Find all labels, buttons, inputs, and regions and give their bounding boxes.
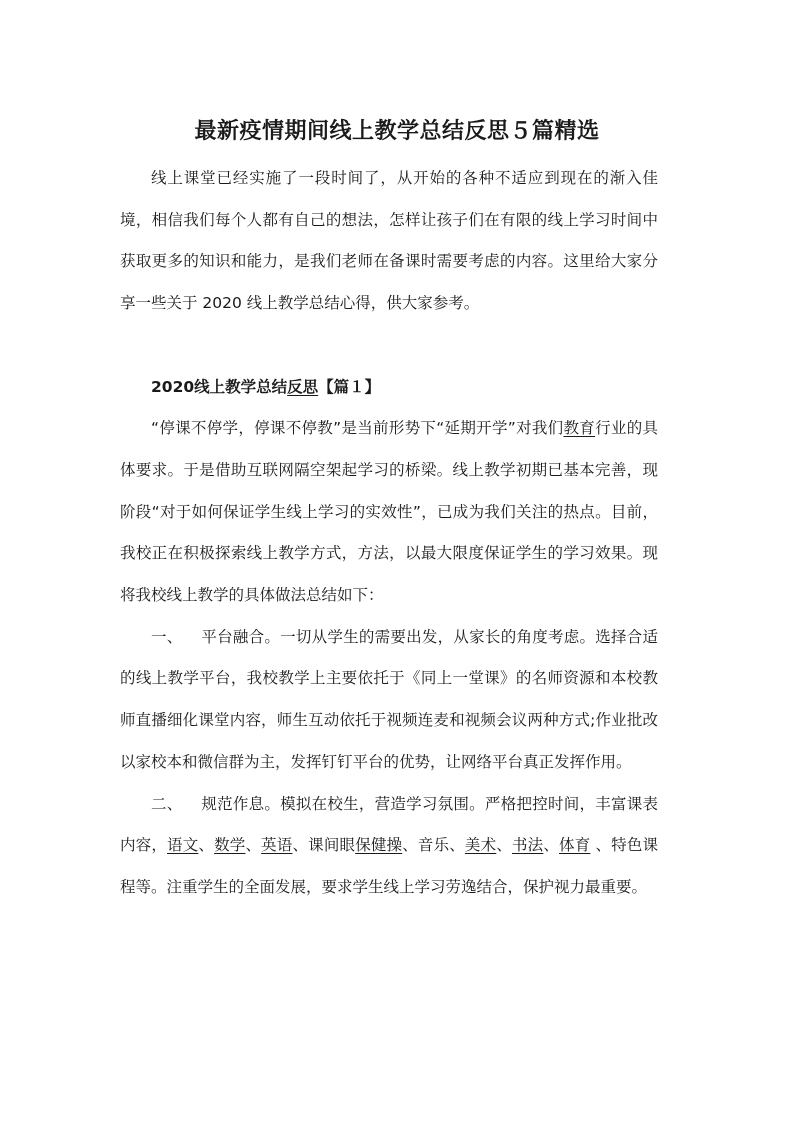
- document-body: [120, 158, 658, 909]
- section-paragraph-1: [120, 408, 658, 617]
- list-number-1: 一、: [151, 627, 183, 646]
- separator: 、: [496, 836, 512, 855]
- intro-paragraph: 线上课堂已经实施了一段时间了，从开始的各种不适应到现在的渐入佳境，相信我们每个人都有自己的想法，怎样让孩子们在有限的线上学习时间中获取更多的知识和能力，是我们老师在备课时需要考虑的内容。这里给大家分享一些关于 2020 线上教学总结心得，供大家参考。: [120, 169, 658, 313]
- chinese-link[interactable]: 语文: [167, 836, 199, 855]
- section-paragraph-3: [120, 784, 658, 909]
- pe-link[interactable]: 体育: [559, 836, 591, 855]
- section-heading: [120, 367, 658, 409]
- english-link[interactable]: 英语: [261, 836, 293, 855]
- section-heading-suffix: 【篇１】: [318, 377, 381, 396]
- section-paragraph-2: [120, 617, 658, 784]
- paragraph-1-text-b: 行业的具体要求。于是借助互联网隔空架起学习的桥梁。线上教学初期已基本完善，现阶段“对于如何保证学生线上学习的实效性”，已成为我们关注的热点。目前，我校正在积极探索线上教学方式，方法，以最大限度保证学生的学习效果。现将我校线上教学的具体做法总结如下：: [120, 419, 658, 605]
- separator: 、: [543, 836, 560, 855]
- section-heading-prefix: 2020线上教学总结: [151, 377, 288, 396]
- math-link[interactable]: 数学: [214, 836, 246, 855]
- heading-link[interactable]: 反思: [287, 377, 319, 396]
- list-number-2: 二、: [151, 794, 183, 813]
- separator: 、: [245, 836, 262, 855]
- separator-text: 、音乐、: [402, 836, 465, 855]
- art-link[interactable]: 美术: [464, 836, 497, 855]
- separator: 、: [198, 836, 215, 855]
- calligraphy-link[interactable]: 书法: [511, 836, 544, 855]
- paragraph-3-text-b: 、特色课程等。注重学生的全面发展，要求学生线上学习劳逸结合，保护视力最重要。: [120, 836, 658, 896]
- paragraph-2-text: 平台融合。一切从学生的需要出发，从家长的角度考虑。选择合适的线上教学平台，我校教学上主要依托于《同上一堂课》的名师资源和本校教师直播细化课堂内容，师生互动依托于视频连麦和视频会议两种方式;作业批改以家校本和微信群为主，发挥钉钉平台的优势，让网络平台真正发挥作用。: [120, 627, 658, 771]
- document-title: 最新疫情期间线上教学总结反思５篇精选: [194, 118, 600, 144]
- education-link[interactable]: 教育: [563, 419, 596, 438]
- paragraph-3-text-a: 规范作息。模拟在校生，营造学习氛围。严格把控时间，丰富课表内容，: [120, 794, 658, 855]
- paragraph-1-text-a: “停课不停学，停课不停教”是当前形势下“延期开学”对我们: [151, 419, 564, 438]
- paragraph-gap: [120, 325, 658, 367]
- eye-exercise-link[interactable]: 保健操: [355, 836, 403, 855]
- separator-text: 、课间眼: [292, 836, 356, 855]
